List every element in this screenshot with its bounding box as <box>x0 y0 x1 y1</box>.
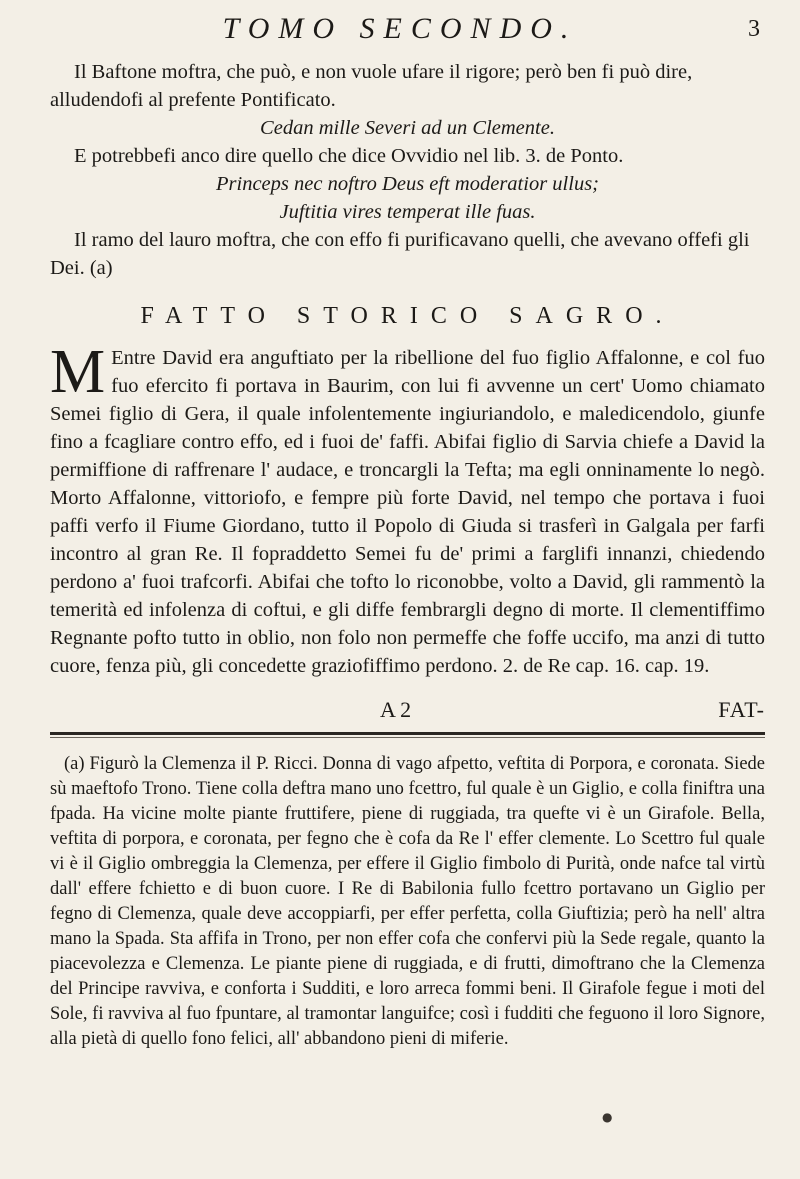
main-text <box>50 58 765 730</box>
signature-mark: A 2 <box>380 697 412 722</box>
footnote <box>50 752 765 1052</box>
drop-cap: M <box>50 338 106 406</box>
dot-ornament: ● <box>602 1110 613 1124</box>
intro-paragraph-3: Il ramo del lauro moftra, che con effo fi purificavano quelli, che avevano offefi gli Dei. (a) <box>50 229 750 279</box>
signature-row <box>50 696 765 730</box>
intro-paragraph-2: E potrebbefi anco dire quello che dice Ovvidio nel lib. 3. de Ponto. <box>74 145 624 167</box>
footnote-text: (a) Figurò la Clemenza il P. Ricci. Donna di vago afpetto, veftita di Porpora, e coronata. Siede sù maeftofo Trono. Tiene colla deftra mano uno fcettro, ful quale è un Giglio, e colla finiftra una fpada. Ha vicine molte piante fruttifere, piene di ruggiada, tra quefte vi è un Girafole. Bella, veftita di porpora, e coronata, per fegno che è cofa da Re l' effer clemente. Lo Scettro ful quale vi è il Giglio ombreggia la Clemenza, per effere il Giglio fimbolo di Purità, onde nafce tal virtù dall' effere fchietto e di buon cuore. I Re di Babilonia fullo fcettro portavano un Giglio per fegno di Clemenza, quale deve accoppiarfi, per effer perfetta, colla Giuftizia; però ha nell' altra mano la Spada. Sta affifa in Trono, per non effer cofa che confervi più la Sede regale, quanto la piacevolezza e Clemenza. Le piante piene di ruggiada, e di frutti, dimoftrano che la Clemenza del Principe ravviva, e conforta i Sudditi, e loro arreca fommi beni. Il Girafole fegue i moti del Sole, fi ravviva al fuo fpuntare, al tramontar languifce; così i fudditi che feguono il loro Signore, alla pietà di quello fono felici, all' abbandono pieni di miferie. <box>50 754 765 1049</box>
intro-quote: Cedan mille Severi ad un Clemente. <box>260 117 555 139</box>
narrative-text: Entre David era anguftiato per la ribellione del fuo figlio Affalonne, e col fuo fuo efercito fi portava in Baurim, con lui fi avvenne un cert' Uomo chiamato Semei figlio di Gera, il quale infolentemente ingiuriandolo, e maledicendolo, giunfe fino a fcagliare contro effo, ed i fuoi de' faffi. Abifai figlio di Sarvia chiefe a David la permiffione di raffrenare l' audace, e troncargli la Tefta; ma egli onninamente lo negò. Morto Affalonne, vittoriofo, e fempre più forte David, nel tempo che portava i fuoi paffi verfo il Fiume Giordano, tutto il Popolo di Giuda si trasferì in Galgala per farfi incontro al gran Re. Il fopraddetto Semei fu de' primi a farglifi innanzi, chiedendo perdono a' fuoi trafcorfi. Abifai che tofto lo riconobbe, volto a David, gli rammentò la temerità ed infolenza di coftui, e gli diffe fembrargli degno di morte. Il clementiffimo Regnante pofto tutto in oblio, non folo non permeffe che foffe uccifo, ma anzi di tutto cuore, fenza più, gli concedette graziofiffimo perdono. 2. de Re cap. 16. cap. 19. <box>50 347 765 677</box>
intro-paragraph-1: Il Baftone moftra, che può, e non vuole ufare il rigore; però ben fi può dire, alludendofi al prefente Pontificato. <box>50 61 693 111</box>
catchword: FAT- <box>718 697 765 722</box>
page-number: 3 <box>748 16 760 42</box>
narrative-paragraph <box>50 338 765 680</box>
footnote-rule-thin <box>50 737 765 738</box>
footnote-rule <box>50 732 765 735</box>
verse-line-1: Princeps nec noftro Deus eft moderatior ullus; <box>216 173 599 195</box>
section-title: FATTO STORICO SAGRO. <box>140 303 675 329</box>
running-title: TOMO SECONDO. <box>222 12 578 45</box>
running-head <box>0 12 800 52</box>
verse-line-2: Juftitia vires temperat ille fuas. <box>279 201 536 223</box>
